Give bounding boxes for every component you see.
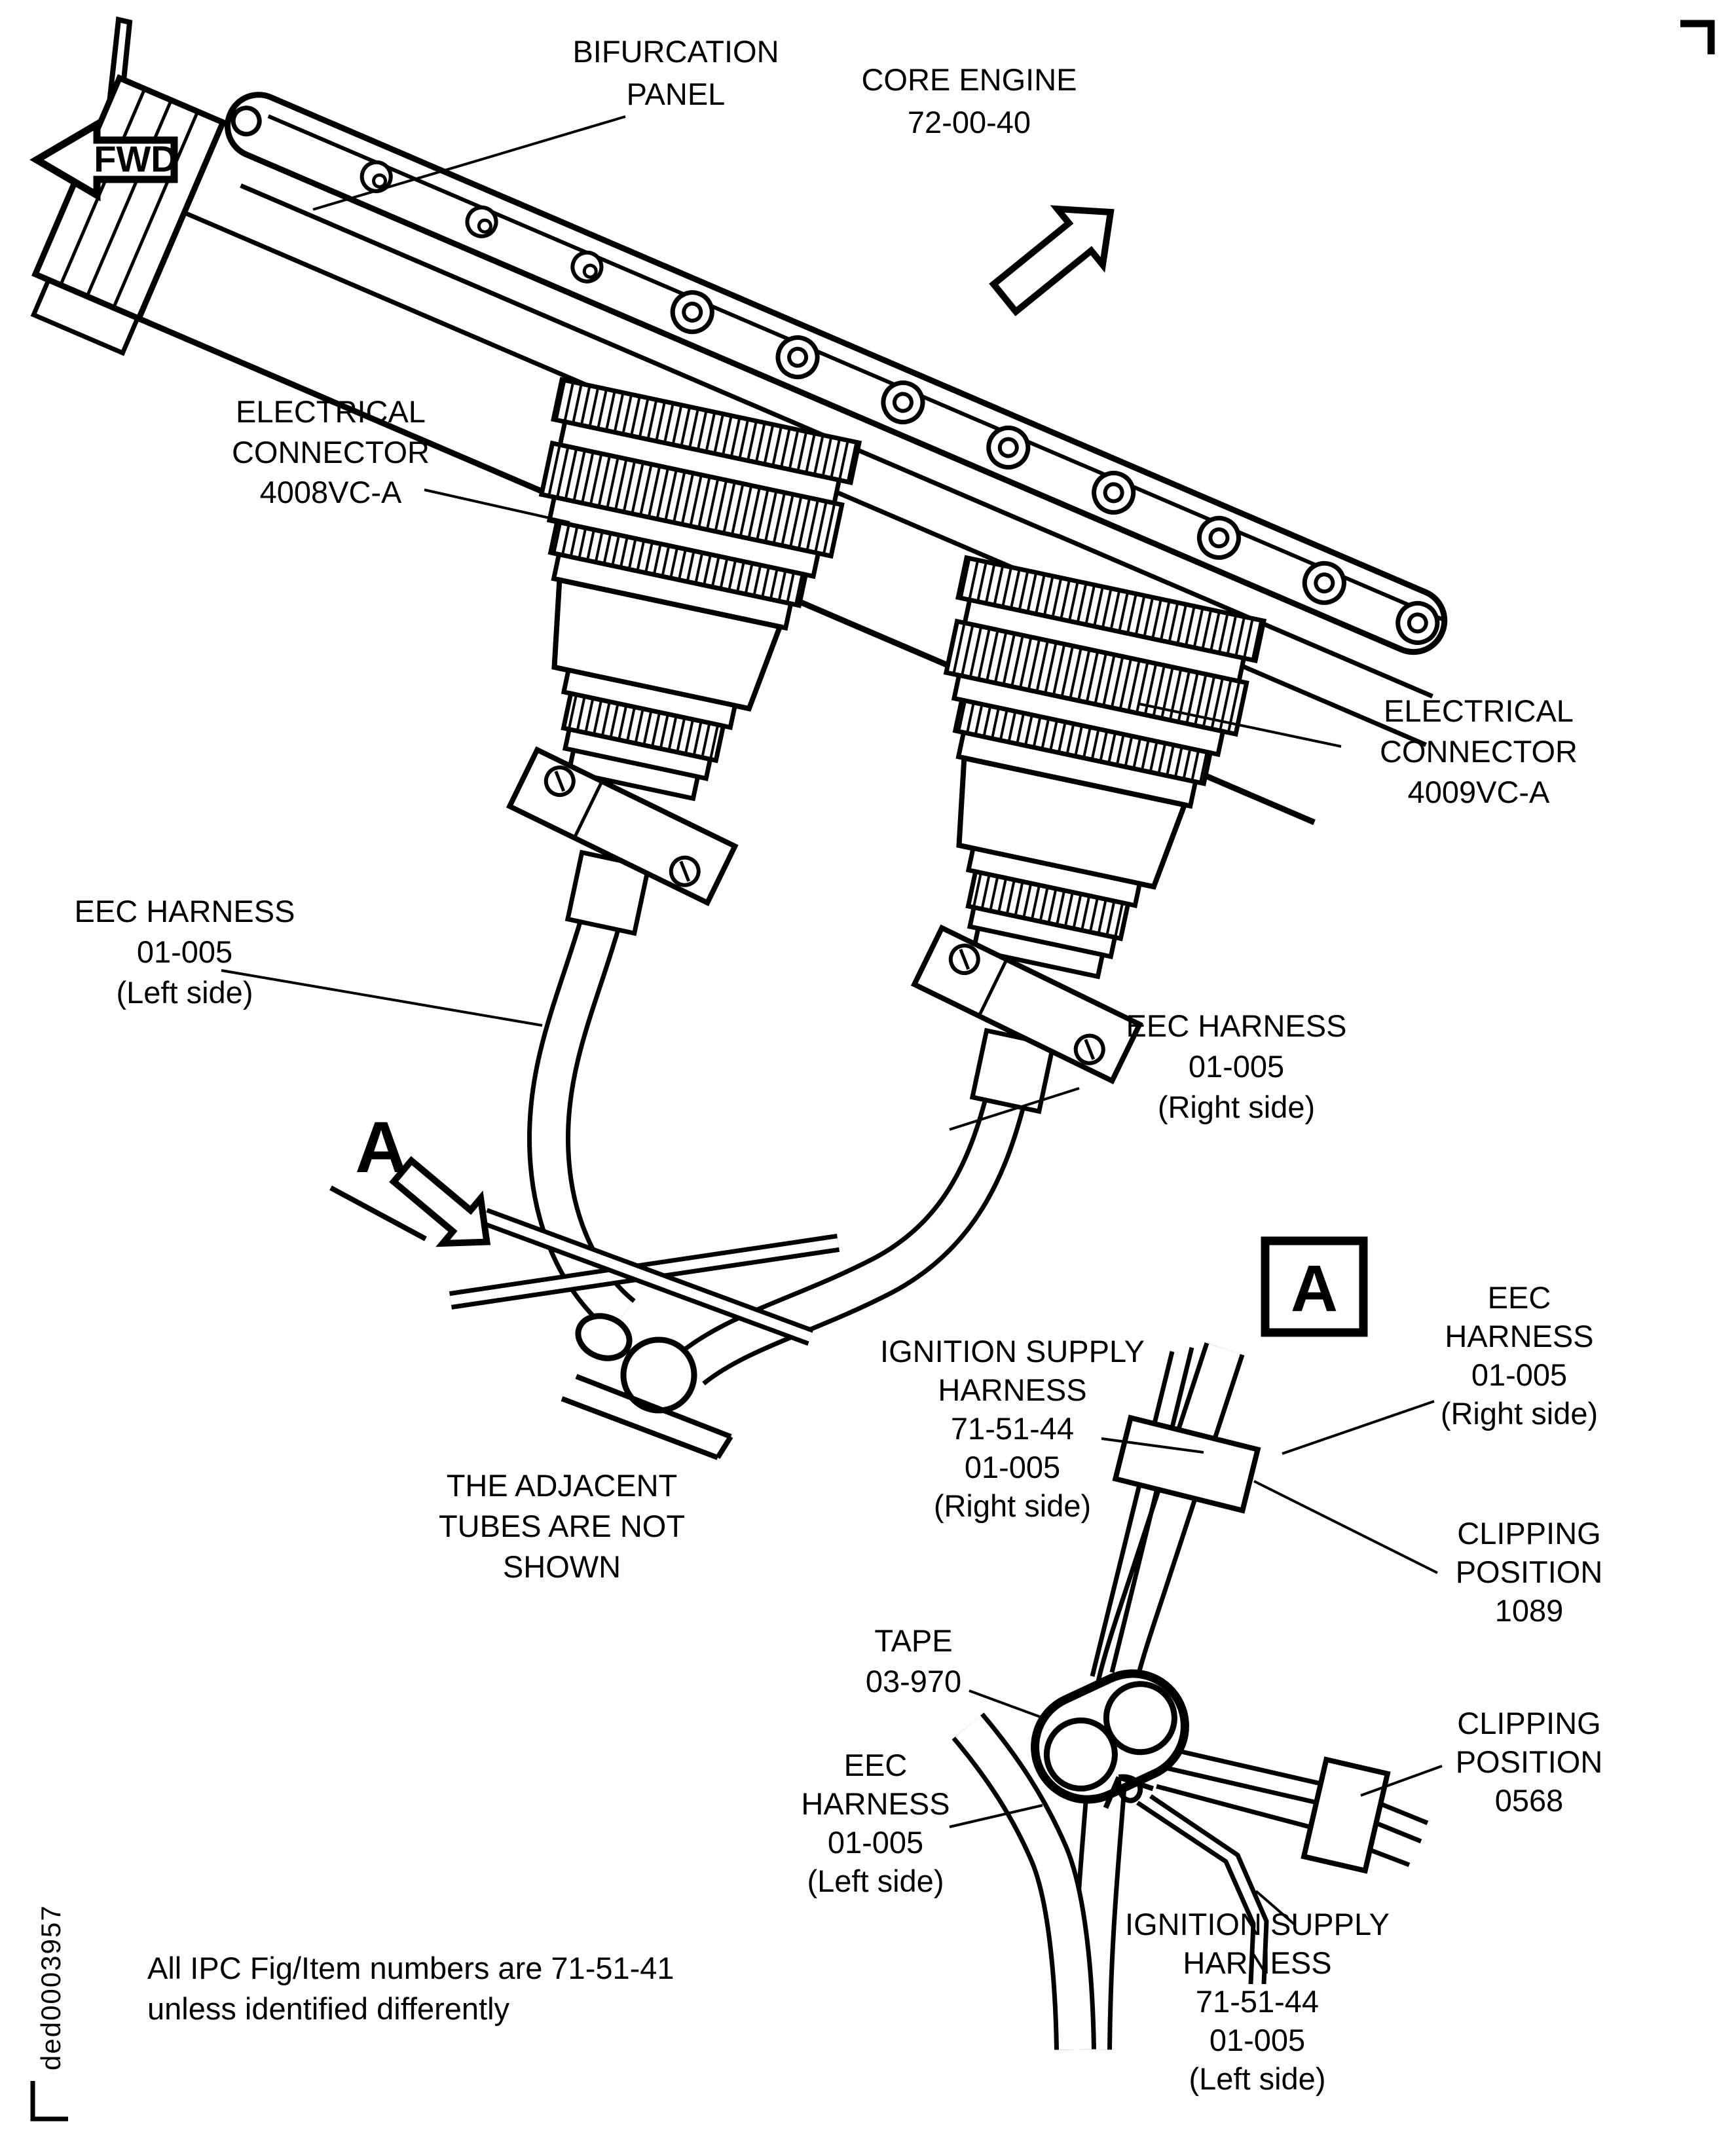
ignition-supply-left-label: IGNITION SUPPLY xyxy=(1125,1907,1390,1941)
ipc-note: All IPC Fig/Item numbers are 71-51-41 xyxy=(147,1951,674,1985)
leader-eec-left xyxy=(221,970,542,1025)
core-engine-label: CORE ENGINE xyxy=(861,62,1077,97)
core-engine-arrow-icon xyxy=(982,184,1134,325)
tape-label: TAPE xyxy=(874,1623,953,1658)
bifurcation-panel-label: PANEL xyxy=(626,77,726,111)
connector-4008-label: 4008VC-A xyxy=(259,475,402,509)
eec-harness-left-label: EEC HARNESS xyxy=(74,894,295,929)
detail-eec-right-label: (Right side) xyxy=(1440,1396,1598,1431)
tape-label: 03-970 xyxy=(865,1664,962,1699)
clipping-1089-label: POSITION xyxy=(1455,1555,1603,1589)
document-number: ded0003957 xyxy=(35,1904,66,2070)
detail-eec-left-label: (Left side) xyxy=(807,1864,944,1898)
ignition-supply-left-label: 71-51-44 xyxy=(1195,1984,1320,2019)
electrical-connector-4008vc-a xyxy=(452,380,859,958)
detail-eec-right-label: HARNESS xyxy=(1445,1319,1594,1353)
detail-eec-left-label: 01-005 xyxy=(827,1825,924,1860)
eec-harness-right-label: 01-005 xyxy=(1188,1049,1285,1084)
adjacent-tubes-note: SHOWN xyxy=(502,1549,621,1584)
ignition-supply-right-label: (Right side) xyxy=(933,1488,1092,1523)
leader-detail-eec-right xyxy=(1282,1401,1434,1454)
panel-rail xyxy=(218,85,1454,661)
ignition-supply-left-label: (Left side) xyxy=(1189,2061,1326,2096)
ignition-supply-left-label: 01-005 xyxy=(1209,2023,1306,2057)
core-engine-label: 72-00-40 xyxy=(907,105,1031,139)
detail-eec-left-label: HARNESS xyxy=(801,1786,950,1821)
ignition-supply-right-label: IGNITION SUPPLY xyxy=(880,1334,1145,1369)
adjacent-tubes-note: THE ADJACENT xyxy=(446,1468,678,1503)
fwd-label: FWD xyxy=(94,138,177,179)
detail-a-box-letter: A xyxy=(1290,1252,1339,1325)
detail-eec-right-label: 01-005 xyxy=(1471,1357,1568,1392)
detail-eec-left-label: EEC xyxy=(843,1748,908,1782)
eec-harness-right-label: EEC HARNESS xyxy=(1126,1008,1347,1043)
leader-clipping-1089 xyxy=(1254,1481,1437,1573)
detail-a-marker-letter: A xyxy=(355,1107,407,1188)
clipping-1089-label: 1089 xyxy=(1494,1593,1564,1628)
corner-crop-mark xyxy=(1680,24,1711,54)
clipping-0568-label: CLIPPING xyxy=(1457,1706,1601,1740)
connector-4008-label: ELECTRICAL xyxy=(236,394,426,429)
eec-harness-left-label: 01-005 xyxy=(136,934,233,969)
ignition-supply-right-label: 01-005 xyxy=(964,1450,1061,1484)
ipc-note: unless identified differently xyxy=(147,1991,510,2026)
connector-4009-label: CONNECTOR xyxy=(1379,734,1578,769)
ignition-supply-right-label: HARNESS xyxy=(938,1372,1087,1407)
connector-4009-label: 4009VC-A xyxy=(1407,775,1550,809)
clipping-0568-label: POSITION xyxy=(1455,1744,1603,1779)
ignition-supply-left-label: HARNESS xyxy=(1183,1945,1332,1980)
bifurcation-panel-label: BIFURCATION xyxy=(572,34,779,69)
clipping-0568-label: 0568 xyxy=(1494,1783,1564,1818)
ignition-supply-right-label: 71-51-44 xyxy=(950,1411,1075,1446)
detail-eec-right-label: EEC xyxy=(1487,1280,1551,1315)
leader-tape xyxy=(969,1691,1044,1718)
document-number-bracket xyxy=(33,2081,68,2119)
adjacent-tubes-note: TUBES ARE NOT xyxy=(438,1509,686,1543)
eec-harness-left-label: (Left side) xyxy=(116,975,253,1010)
clipping-1089-label: CLIPPING xyxy=(1457,1516,1601,1551)
connector-4008-label: CONNECTOR xyxy=(231,435,430,469)
connector-4009-label: ELECTRICAL xyxy=(1384,693,1574,728)
eec-harness-right-label: (Right side) xyxy=(1157,1090,1316,1124)
